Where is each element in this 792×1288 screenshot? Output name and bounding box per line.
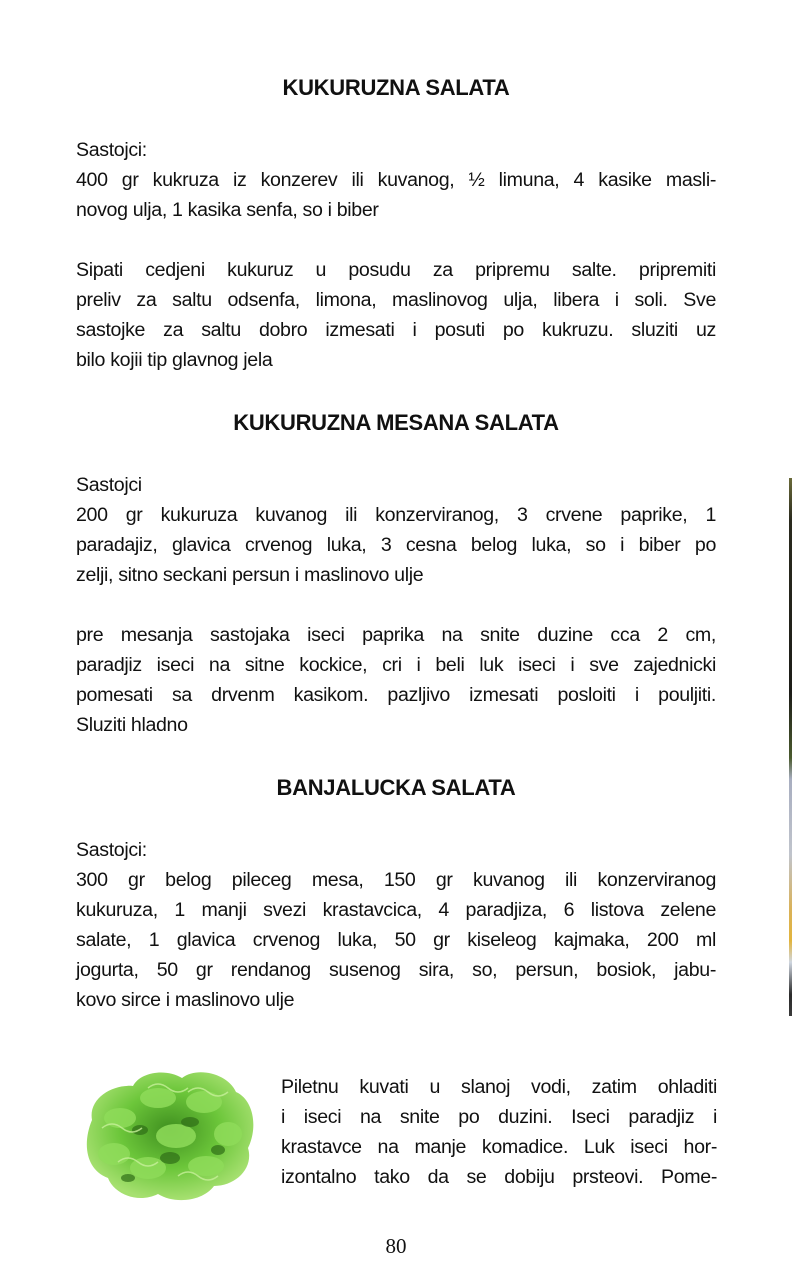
ingredients-line: paradajiz, glavica crvenog luka, 3 cesna belog luka, so i biber po	[76, 534, 716, 556]
ingredients-line: salate, 1 glavica crvenog luka, 50 gr kiseleog kajmaka, 200 ml	[76, 929, 716, 951]
instructions-line: pomesati sa drvenm kasikom. pazljivo izmesati posloiti i pouljiti.	[76, 684, 716, 706]
ingredients-line: kovo sirce i maslinovo ulje	[76, 989, 295, 1011]
instructions-line: Sipati cedjeni kukuruz u posudu za pripremu salte. pripremiti	[76, 259, 716, 281]
recipe-title: KUKURUZNA MESANA SALATA	[233, 410, 559, 435]
instructions-line: krastavce na manje komadice. Luk iseci hor-	[281, 1136, 717, 1158]
instructions-line: paradjiz iseci na sitne kockice, cri i beli luk iseci i sve zajednicki	[76, 654, 716, 676]
ingredients-block	[76, 835, 716, 1015]
ingredients-block	[76, 470, 716, 590]
recipe-title: KUKURUZNA SALATA	[282, 75, 510, 100]
instructions-block	[76, 620, 716, 740]
instructions-line: i iseci na snite po duzini. Iseci paradjiz i	[281, 1106, 717, 1128]
ingredients-line: 300 gr belog pileceg mesa, 150 gr kuvanog ili konzerviranog	[76, 869, 716, 891]
instructions-line: preliv za saltu odsenfa, limona, maslinovog ulja, libera i soli. Sve	[76, 289, 716, 311]
ingredients-line: zelji, sitno seckani persun i maslinovo ulje	[76, 564, 424, 586]
ingredients-line: 200 gr kukuruza kuvanog ili konzerviranog, 3 crvene paprike, 1	[76, 504, 716, 526]
instructions-block	[281, 1073, 717, 1193]
ingredients-label: Sastojci	[76, 474, 142, 496]
ingredients-block	[76, 135, 716, 225]
instructions-line: bilo kojii tip glavnog jela	[76, 349, 273, 371]
instructions-line: sastojke za saltu dobro izmesati i posuti po kukruzu. sluziti uz	[76, 319, 716, 341]
instructions-line: izontalno tako da se dobiju prsteovi. Pome-	[281, 1166, 717, 1188]
instructions-block	[76, 255, 716, 375]
instructions-line: Sluziti hladno	[76, 714, 188, 736]
recipe-title: BANJALUCKA SALATA	[276, 775, 516, 800]
ingredients-line: novog ulja, 1 kasika senfa, so i biber	[76, 199, 379, 221]
instructions-line: pre mesanja sastojaka iseci paprika na snite duzine cca 2 cm,	[76, 624, 716, 646]
ingredients-line: jogurta, 50 gr rendanog susenog sira, so, persun, bosiok, jabu-	[76, 959, 716, 981]
instructions-line: Piletnu kuvati u slanoj vodi, zatim ohladiti	[281, 1076, 717, 1098]
lettuce-image	[78, 1058, 260, 1208]
page-number: 80	[385, 1234, 407, 1258]
ingredients-label: Sastojci:	[76, 139, 147, 161]
ingredients-line: 400 gr kukruza iz konzerev ili kuvanog, ½ limuna, 4 kasike masli-	[76, 169, 716, 191]
ingredients-label: Sastojci:	[76, 839, 147, 861]
ingredients-line: kukuruza, 1 manji svezi krastavcica, 4 paradjiza, 6 listova zelene	[76, 899, 716, 921]
